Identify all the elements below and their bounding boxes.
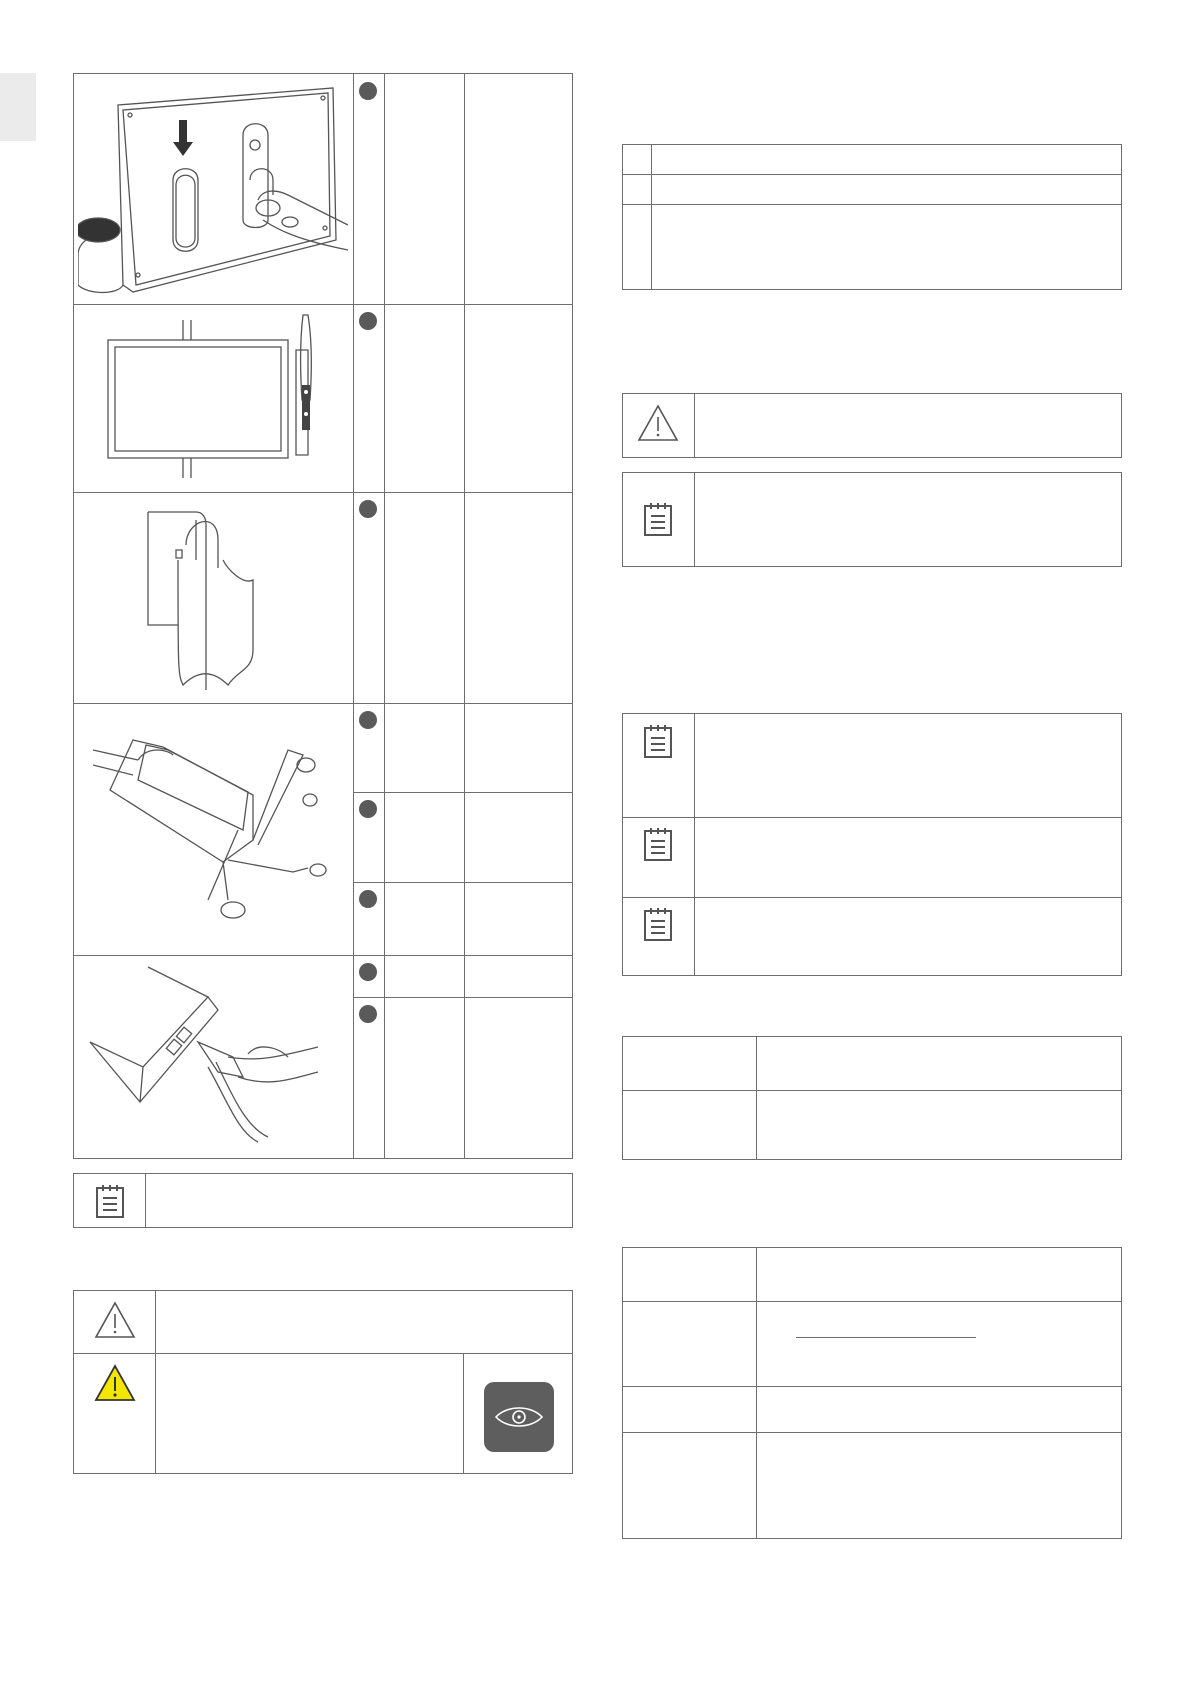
step-marker: [359, 1005, 377, 1023]
cart-base-illustration: [78, 710, 348, 950]
warning-triangle-icon: [636, 403, 680, 443]
power-cable-illustration: [78, 962, 348, 1152]
step-marker: [359, 963, 377, 981]
note-icon: [94, 1183, 126, 1219]
scanner-holder-illustration: [78, 500, 348, 695]
step-marker: [359, 890, 377, 908]
step-marker: [359, 500, 377, 518]
note-icon: [642, 723, 674, 759]
step-marker: [359, 312, 377, 330]
underline-link-placeholder: [796, 1337, 976, 1338]
monitor-illustration: [78, 310, 348, 490]
step-marker: [359, 82, 377, 100]
note-icon: [642, 826, 674, 862]
step-marker: [359, 711, 377, 729]
warning-triangle-icon: [93, 1300, 137, 1340]
caution-yellow-triangle-icon: [93, 1363, 137, 1403]
step-marker: [359, 800, 377, 818]
note-icon: [642, 501, 674, 537]
eye-icon: [484, 1382, 554, 1452]
mount-plate-illustration: [78, 80, 348, 298]
section-tab: [0, 73, 36, 141]
note-icon: [642, 906, 674, 942]
